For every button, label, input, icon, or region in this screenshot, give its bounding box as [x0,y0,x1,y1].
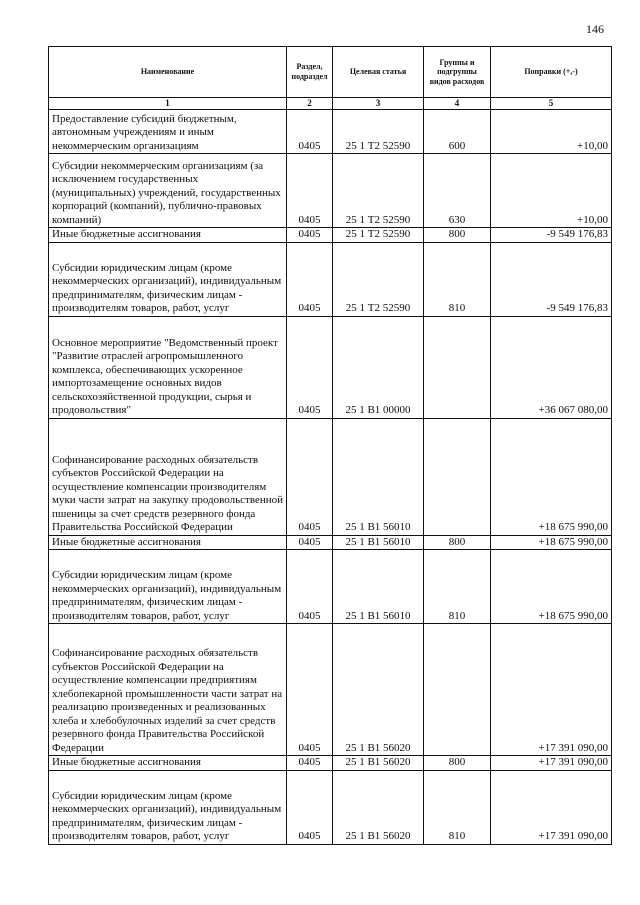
column-number: 1 [49,98,287,110]
row-group [424,418,491,535]
row-amount: +10,00 [491,110,612,154]
row-amount: +17 391 090,00 [491,624,612,756]
row-article: 25 1 В1 00000 [333,316,424,418]
row-amount: +10,00 [491,154,612,228]
row-group: 800 [424,756,491,771]
table-row [49,535,612,550]
row-group [424,316,491,418]
row-section: 0405 [287,110,333,154]
row-section: 0405 [287,550,333,624]
row-group: 810 [424,242,491,316]
row-section: 0405 [287,242,333,316]
row-article: 25 1 В1 56010 [333,535,424,550]
row-article: 25 1 В1 56010 [333,550,424,624]
row-section: 0405 [287,154,333,228]
row-name: Иные бюджетные ассигнования [49,535,287,550]
row-amount: +36 067 080,00 [491,316,612,418]
column-number: 2 [287,98,333,110]
row-section: 0405 [287,624,333,756]
row-article: 25 1 В1 56020 [333,624,424,756]
row-section: 0405 [287,316,333,418]
header-article: Целевая статья [333,47,424,98]
row-article: 25 1 Т2 52590 [333,228,424,243]
row-amount: +18 675 990,00 [491,418,612,535]
row-amount: -9 549 176,83 [491,228,612,243]
row-name: Иные бюджетные ассигнования [49,756,287,771]
row-name: Основное мероприятие "Ведомственный проект "Развитие отраслей агропромышленного комплекса, обеспечивающих ускоренное импортозамещение основных видов сельскохозяйственной продукции, сырья и продовольствия" [49,316,287,418]
row-group: 600 [424,110,491,154]
row-amount: +17 391 090,00 [491,756,612,771]
header-name: Наименование [49,47,287,98]
row-name: Субсидии юридическим лицам (кроме некоммерческих организаций), индивидуальным предпринимателям, физическим лицам - производителям товаров, работ, услуг [49,550,287,624]
column-number: 4 [424,98,491,110]
row-amount: +18 675 990,00 [491,550,612,624]
table-row [49,770,612,844]
column-number: 5 [491,98,612,110]
table-header-row [49,47,612,98]
row-name: Субсидии юридическим лицам (кроме некоммерческих организаций), индивидуальным предпринимателям, физическим лицам - производителям товаров, работ, услуг [49,770,287,844]
row-group: 810 [424,770,491,844]
column-number-row [49,98,612,110]
row-article: 25 1 В1 56020 [333,770,424,844]
row-name: Субсидии некоммерческим организациям (за исключением государственных (муниципальных) учреждений, государственных корпораций (компаний), публично-правовых компаний) [49,154,287,228]
table-row [49,228,612,243]
row-article: 25 1 Т2 52590 [333,110,424,154]
row-group: 800 [424,535,491,550]
row-name: Иные бюджетные ассигнования [49,228,287,243]
row-name: Софинансирование расходных обязательств субъектов Российской Федерации на осуществление компенсации производителям муки части затрат на закупку продовольственной пшеницы за счет средств резервного фонда Правительства Российской Федерации [49,418,287,535]
page-number: 146 [586,22,604,36]
row-name: Предоставление субсидий бюджетным, автономным учреждениям и иным некоммерческим организациям [49,110,287,154]
row-section: 0405 [287,756,333,771]
row-name: Софинансирование расходных обязательств субъектов Российской Федерации на осуществление компенсации предприятиям хлебопекарной промышленности части затрат на реализацию произведенных и реализованных хлеба и хлебобулочных изделий за счет средств резервного фонда Правительства Российской Федерации [49,624,287,756]
row-amount: -9 549 176,83 [491,242,612,316]
table-row [49,418,612,535]
header-groups: Группы и подгруппы видов расходов [424,47,491,98]
header-section: Раздел, подраздел [287,47,333,98]
header-amendments: Поправки (+,-) [491,47,612,98]
row-article: 25 1 Т2 52590 [333,154,424,228]
row-group: 630 [424,154,491,228]
row-article: 25 1 Т2 52590 [333,242,424,316]
row-section: 0405 [287,418,333,535]
table-row [49,316,612,418]
row-amount: +18 675 990,00 [491,535,612,550]
budget-amendments-table [48,46,612,845]
row-article: 25 1 В1 56020 [333,756,424,771]
row-article: 25 1 В1 56010 [333,418,424,535]
table-row [49,242,612,316]
row-group [424,624,491,756]
table-row [49,624,612,756]
row-group: 800 [424,228,491,243]
column-number: 3 [333,98,424,110]
row-amount: +17 391 090,00 [491,770,612,844]
row-name: Субсидии юридическим лицам (кроме некоммерческих организаций), индивидуальным предпринимателям, физическим лицам - производителям товаров, работ, услуг [49,242,287,316]
row-group: 810 [424,550,491,624]
table-row [49,110,612,154]
row-section: 0405 [287,228,333,243]
table-row [49,756,612,771]
row-section: 0405 [287,535,333,550]
table-row [49,550,612,624]
table-row [49,154,612,228]
row-section: 0405 [287,770,333,844]
